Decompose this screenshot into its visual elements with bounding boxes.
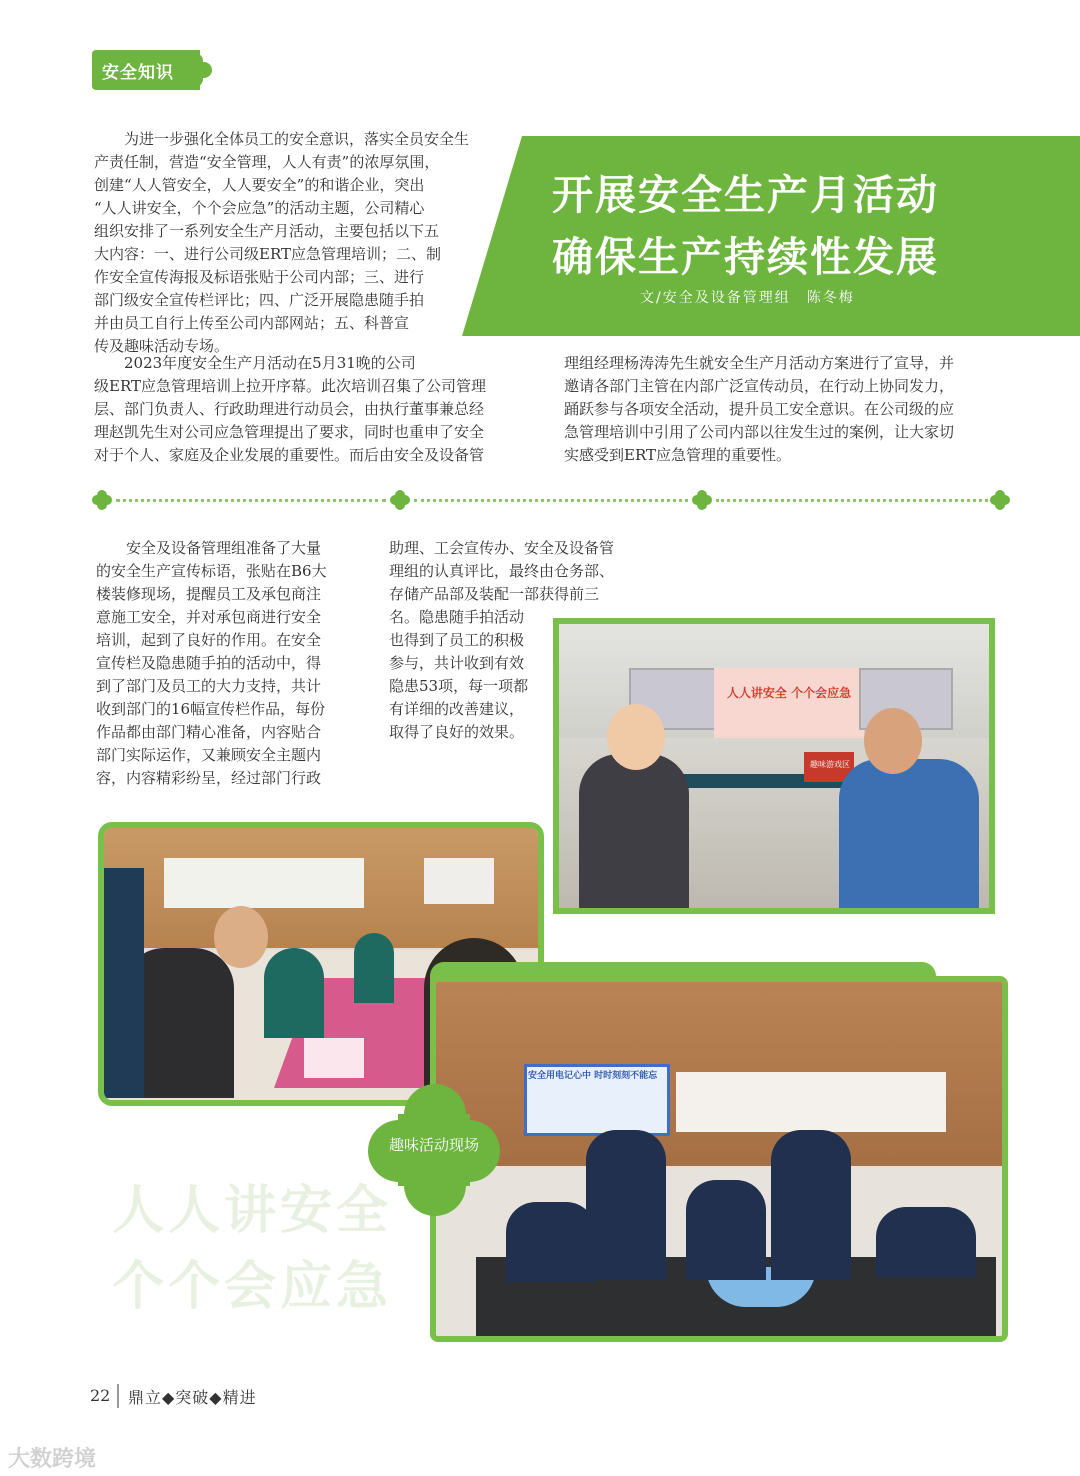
para2-line: 2023年度安全生产月活动在5月31晚的公司	[124, 354, 416, 372]
col-right-line: 参与，共计收到有效	[389, 654, 525, 672]
article-title-line2: 确保生产持续性发展	[552, 233, 939, 281]
col-right-line: 理组的认真评比，最终由仓务部、	[389, 562, 615, 580]
col-right-line: 存储产品部及装配一部获得前三	[389, 585, 600, 603]
para3-line: 踊跃参与各项安全活动，提升员工安全意识。在公司级的应	[564, 400, 955, 418]
col-right-line: 也得到了员工的积极	[389, 631, 525, 649]
col-left-line: 收到部门的16幅宣传栏作品，每份	[96, 700, 326, 718]
intro-line: 为进一步强化全体员工的安全意识，落实全员安全生	[124, 130, 470, 148]
photo-fun-activity	[430, 976, 1008, 1342]
col-left-line: 部门实际运作，又兼顾安全主题内	[96, 746, 322, 764]
para2-line: 理赵凯先生对公司应急管理提出了要求，同时也重申了安全	[94, 423, 485, 441]
page-number: 22	[90, 1386, 111, 1405]
col-left-line: 安全及设备管理组准备了大量	[126, 539, 322, 557]
footer-divider	[117, 1384, 119, 1408]
para3-line: 理组经理杨涛涛先生就安全生产月活动方案进行了宣导，并	[564, 354, 955, 372]
intro-line: 部门级安全宣传栏评比；四、广泛开展隐患随手拍	[94, 291, 425, 309]
stage-screen-text: 人人讲安全 个个会应急	[726, 686, 852, 700]
clover-icon	[990, 490, 1010, 510]
intro-line: “人人讲安全，个个会应急”的活动主题，公司精心	[94, 199, 425, 217]
col-left-line: 宣传栏及隐患随手拍的活动中，得	[96, 654, 322, 672]
poster-banner-text: 安全用电记心中 时时刻刻不能忘	[528, 1071, 658, 1081]
game-zone-sign-text: 趣味游戏区	[810, 760, 850, 769]
intro-line: 组织安排了一系列安全生产月活动，主要包括以下五	[94, 222, 440, 240]
col-left-line: 作品都由部门精心准备，内容贴合	[96, 723, 322, 741]
col-left-line: 意施工安全，并对承包商进行安全	[96, 608, 322, 626]
para3-line: 急管理培训中引用了公司内部以往发生过的案例，让大家切	[564, 423, 955, 441]
col-right-line: 名。隐患随手拍活动	[389, 608, 525, 626]
paragraph-2	[94, 352, 534, 467]
dotted-divider	[92, 488, 1012, 512]
watermark: 大数跨境	[8, 1447, 97, 1472]
col-left-line: 培训，起到了良好的作用。在安全	[96, 631, 322, 649]
stage-screen	[714, 668, 864, 748]
intro-line: 大内容：一、进行公司级ERT应急管理培训；二、制	[94, 245, 441, 263]
intro-line: 传及趣味活动专场。	[94, 337, 230, 355]
col-left-line: 容，内容精彩纷呈，经过部门行政	[96, 769, 322, 787]
para2-line: 对于个人、家庭及企业发展的重要性。而后由安全及设备管	[94, 446, 485, 464]
officer	[839, 759, 979, 914]
article-title-line1: 开展安全生产月活动	[552, 171, 939, 219]
intro-line: 创建“人人管安全，人人要安全”的和谐企业，突出	[94, 176, 425, 194]
clover-icon	[92, 490, 112, 510]
photo-caption: 趣味活动现场	[388, 1136, 479, 1154]
person-seated-left	[579, 754, 689, 914]
paragraph-3	[564, 352, 1004, 467]
slogan-line2: 个个会应急	[112, 1257, 393, 1317]
column-left	[96, 537, 348, 790]
clover-icon	[692, 490, 712, 510]
col-left-line: 的安全生产宣传标语，张贴在B6大	[96, 562, 327, 580]
intro-line: 产责任制，营造“安全管理，人人有责”的浓厚氛围，	[94, 153, 440, 171]
col-left-line: 楼装修现场，提醒员工及承包商注	[96, 585, 322, 603]
para3-line: 实感受到ERT应急管理的重要性。	[564, 446, 791, 464]
footer-series: 鼎立◆突破◆精进	[128, 1388, 257, 1407]
para3-line: 邀请各部门主管在内部广泛宣传动员，在行动上协同发力，	[564, 377, 955, 395]
byline: 文/安全及设备管理组 陈冬梅	[640, 290, 855, 306]
col-right-line: 助理、工会宣传办、安全及设备管	[389, 539, 615, 557]
col-right-line: 取得了良好的效果。	[389, 723, 525, 741]
intro-line: 作安全宣传海报及标语张贴于公司内部；三、进行	[94, 268, 425, 286]
clover-icon	[178, 53, 212, 87]
intro-paragraph	[94, 128, 514, 358]
col-right-line: 隐患53项，每一项都	[389, 677, 529, 695]
slogan-line1: 人人讲安全	[112, 1181, 393, 1241]
intro-line: 并由员工自行上传至公司内部网站；五、科普宣	[94, 314, 410, 332]
clover-icon	[390, 490, 410, 510]
para2-line: 级ERT应急管理培训上拉开序幕。此次培训召集了公司管理	[94, 377, 486, 395]
col-right-line: 有详细的改善建议，	[389, 700, 525, 718]
photo-training-hall	[553, 618, 995, 914]
para2-line: 层、部门负责人、行政助理进行动员会，由执行董事兼总经	[94, 400, 485, 418]
section-tag-label: 安全知识	[102, 63, 174, 83]
col-left-line: 到了部门及员工的大力支持，共计	[96, 677, 322, 695]
